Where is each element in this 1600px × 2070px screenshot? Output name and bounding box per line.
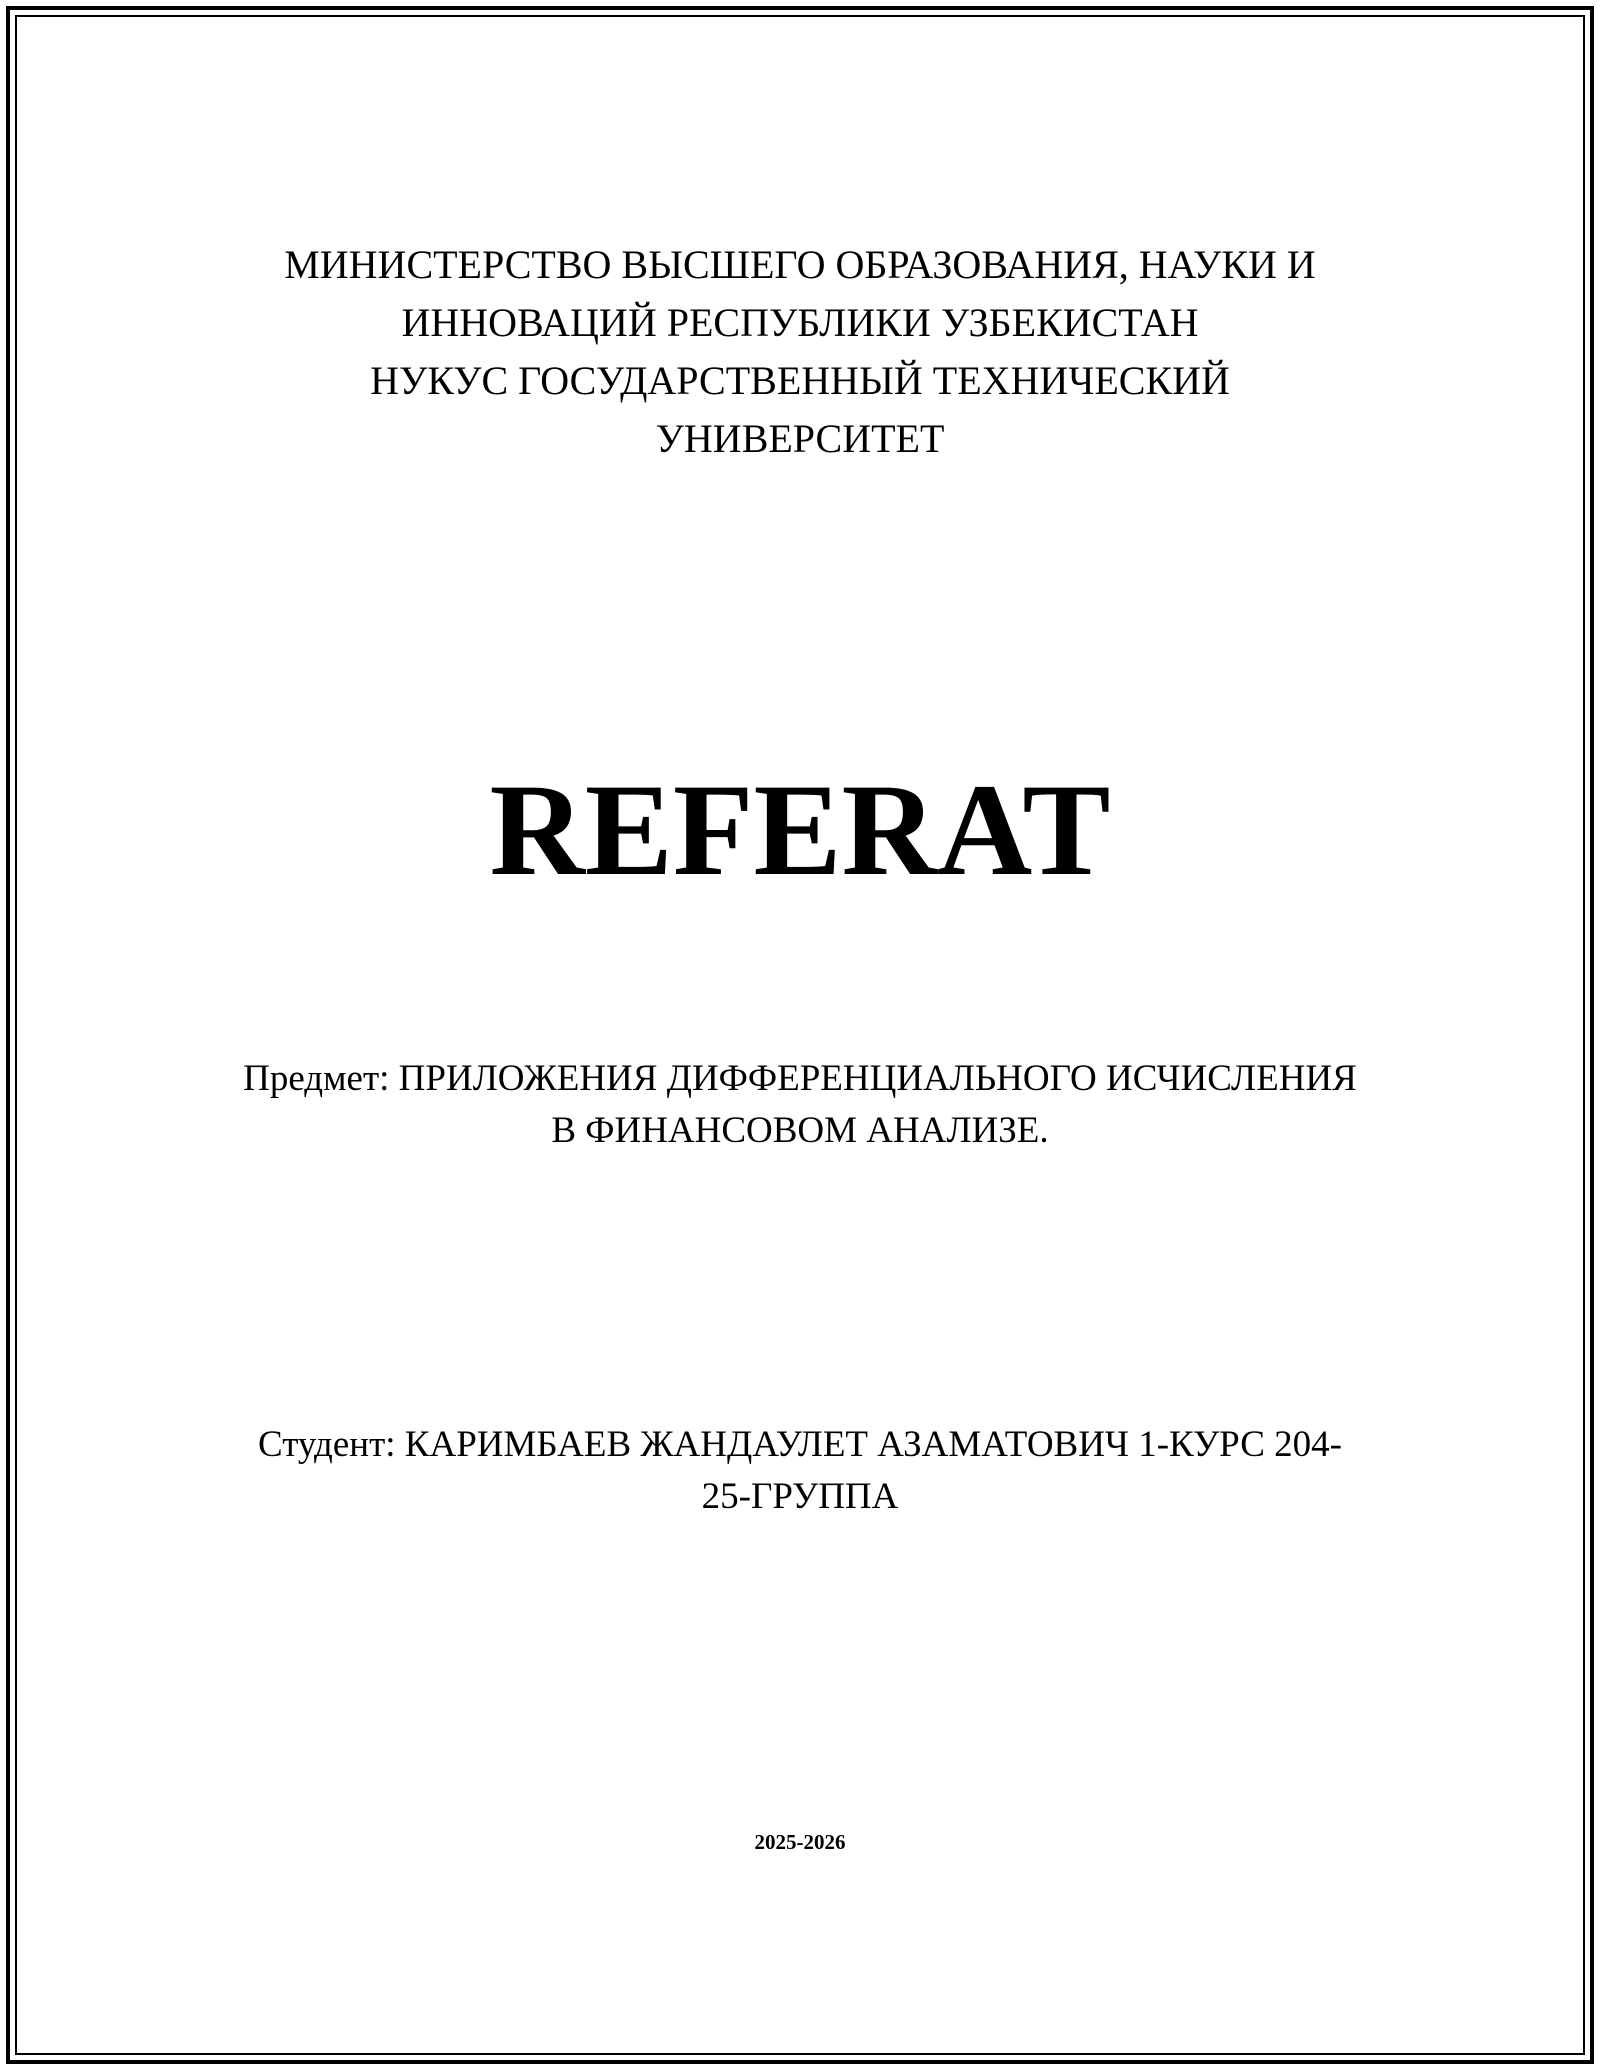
header-line: ИННОВАЦИЙ РЕСПУБЛИКИ УЗБЕКИСТАН [401,300,1199,345]
subject-block [0,1053,1600,1157]
student-line: Студент: КАРИМБАЕВ ЖАНДАУЛЕТ АЗАМАТОВИЧ 1-КУРС 204- [258,1424,1342,1465]
student-block [0,1419,1600,1523]
header-line: НУКУС ГОСУДАРСТВЕННЫЙ ТЕХНИЧЕСКИЙ [370,358,1230,403]
header-line: МИНИСТЕРСТВО ВЫСШЕГО ОБРАЗОВАНИЯ, НАУКИ И [284,242,1316,287]
document-title: REFERAT [489,756,1111,903]
institution-header [0,236,1600,468]
header-line: УНИВЕРСИТЕТ [655,416,945,461]
subject-line: Предмет: ПРИЛОЖЕНИЯ ДИФФЕРЕНЦИАЛЬНОГО ИСЧИСЛЕНИЯ [243,1058,1357,1099]
subject-line: В ФИНАНСОВОМ АНАЛИЗЕ. [551,1110,1049,1151]
academic-year: 2025-2026 [754,1830,846,1854]
student-line: 25-ГРУППА [701,1476,899,1517]
